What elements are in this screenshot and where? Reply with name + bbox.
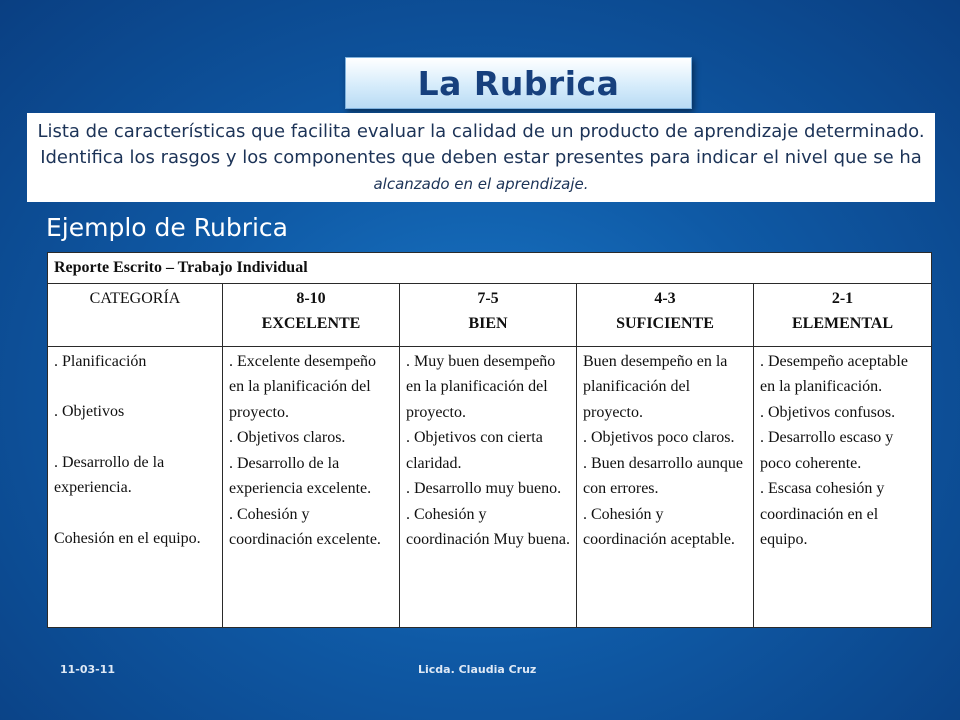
level-header-cell xyxy=(754,283,932,346)
section-subtitle: Ejemplo de Rubrica xyxy=(46,213,288,242)
level-range: 7-5 xyxy=(477,289,499,307)
category-header-cell: CATEGORÍA xyxy=(48,283,223,346)
level-range: 8-10 xyxy=(296,289,326,307)
level-range: 2-1 xyxy=(831,289,854,307)
title-box xyxy=(345,57,692,109)
description-item: . Desarrollo de la experiencia excelente. xyxy=(229,454,372,497)
description-item: Buen desempeño en la planificación del proyecto. xyxy=(583,352,728,421)
description-item: . Desarrollo muy bueno. xyxy=(406,480,562,497)
level-header-cell xyxy=(577,283,754,346)
level-header-cell xyxy=(400,283,577,346)
table-row-report xyxy=(48,253,932,284)
footer-author: Licda. Claudia Cruz xyxy=(418,663,537,676)
footer-date: 11-03-11 xyxy=(60,663,116,676)
level-label: SUFICIENTE xyxy=(616,315,714,332)
categories-cell xyxy=(48,346,223,628)
description-item: . Cohesión y coordinación Muy buena. xyxy=(406,505,570,548)
description-item: . Muy buen desempeño en la planificación del proyecto. xyxy=(406,352,556,421)
description-item: . Desempeño aceptable en la planificación. xyxy=(760,352,908,395)
page-title: La Rubrica xyxy=(417,63,620,103)
bien-description-cell xyxy=(400,346,577,628)
report-title-cell: Reporte Escrito – Trabajo Individual xyxy=(48,253,932,284)
definition-italic-text: alcanzado en el aprendizaje. xyxy=(373,175,589,193)
definition-text: Lista de características que facilita evaluar la calidad de un producto de aprendizaje determinado. Identifica los rasgos y los componentes que deben estar presentes para indicar el nivel que se ha xyxy=(37,121,925,168)
suficiente-description-cell xyxy=(577,346,754,628)
description-item: . Objetivos con cierta claridad. xyxy=(406,429,543,472)
description-item: . Cohesión y coordinación aceptable. xyxy=(583,505,735,548)
level-range: 4-3 xyxy=(654,289,676,307)
level-label: EXCELENTE xyxy=(261,315,361,332)
elemental-description-cell xyxy=(754,346,932,628)
level-label: ELEMENTAL xyxy=(791,315,894,332)
description-item: . Cohesión y coordinación excelente. xyxy=(229,505,381,548)
definition-box xyxy=(27,113,935,202)
description-item: . Buen desarrollo aunque con errores. xyxy=(583,454,743,497)
table-row xyxy=(48,346,932,628)
level-header-cell xyxy=(223,283,400,346)
description-item: . Excelente desempeño en la planificación del proyecto. xyxy=(229,352,377,421)
excelente-description-cell xyxy=(223,346,400,628)
table-header-row xyxy=(48,283,932,346)
description-item: . Escasa cohesión y coordinación en el equipo. xyxy=(760,480,885,548)
category-item: . Desarrollo de la experiencia. xyxy=(54,453,165,496)
rubric-table xyxy=(47,252,932,628)
level-label: BIEN xyxy=(468,315,508,332)
description-item: . Objetivos confusos. xyxy=(760,403,896,421)
category-item: . Objetivos xyxy=(54,403,125,420)
category-item: . Planificación xyxy=(54,352,147,370)
description-item: . Objetivos claros. xyxy=(229,429,346,446)
description-item: . Desarrollo escaso y poco coherente. xyxy=(760,429,894,472)
category-item: Cohesión en el equipo. xyxy=(54,529,201,547)
description-item: . Objetivos poco claros. xyxy=(583,429,735,446)
